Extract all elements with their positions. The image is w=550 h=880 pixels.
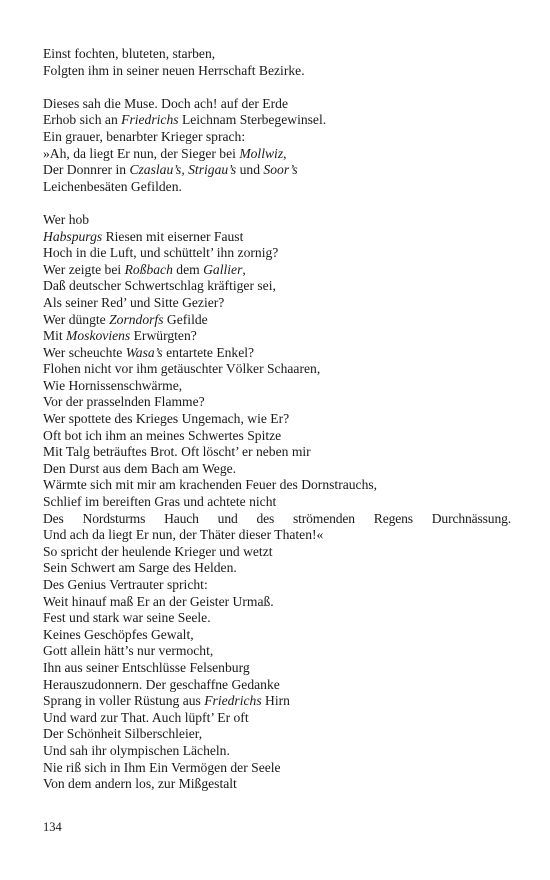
line-text: Schlief im bereiften Gras und achtete nicht: [43, 494, 277, 510]
line-text: Folgten ihm in seiner neuen Herrschaft Bezirke.: [43, 62, 305, 78]
line-text: entartete Enkel?: [162, 344, 255, 360]
line-text: Daß deutscher Schwertschlag kräftiger sei,: [43, 278, 276, 294]
line-text: Und ach da liegt Er nun, der Thäter dieser Thaten!«: [43, 527, 324, 543]
line-text: Den Durst aus dem Bach am Wege.: [43, 460, 237, 476]
line-text: Erhob sich an: [43, 112, 122, 128]
line-text: Hirn: [261, 693, 290, 709]
italic-name: Friedrichs: [204, 693, 262, 709]
line-text: Erwürgten?: [130, 328, 197, 344]
poem-line: [43, 345, 513, 362]
line-text: Mit Talg beträuftes Brot. Oft löscht’ er neben mir: [43, 444, 311, 460]
poem-line: [43, 278, 513, 295]
line-text: Und ward zur That. Auch lüpft’ Er oft: [43, 709, 249, 725]
line-text: Leichnam Sterbegewinsel.: [178, 112, 327, 128]
line-text: Der Donnrer in: [43, 162, 130, 178]
line-text: Weit hinauf maß Er an der Geister Urmaß.: [43, 593, 274, 609]
line-text: Als seiner Red’ und Sitte Gezier?: [43, 294, 225, 310]
poem-line: [43, 577, 513, 594]
poem-line: [43, 610, 513, 627]
poem-line: [43, 677, 513, 694]
poem-line: [43, 179, 513, 196]
poem-line: [43, 328, 513, 345]
poem-line: [43, 693, 513, 710]
line-text: Fest und stark war seine Seele.: [43, 610, 211, 626]
poem-line: [43, 112, 513, 129]
poem-line: [43, 245, 513, 262]
poem-text: [43, 46, 513, 793]
line-text: Wer düngte: [43, 311, 110, 327]
line-text: Gefilde: [163, 311, 208, 327]
line-text: Oft bot ich ihm an meines Schwertes Spitze: [43, 427, 282, 443]
line-text: Flohen nicht vor ihm getäuschter Völker Schaaren,: [43, 361, 321, 377]
italic-name: Wasa’s: [125, 344, 163, 360]
poem-line: [43, 229, 513, 246]
line-text: Ein grauer, benarbter Krieger sprach:: [43, 128, 246, 144]
line-text: Dieses sah die Muse. Doch ach! auf der Erde: [43, 95, 288, 111]
italic-name: Mollwiz: [239, 145, 284, 161]
poem-line: [43, 46, 513, 63]
poem-line: [43, 212, 513, 229]
poem-line: [43, 411, 513, 428]
line-text: dem: [172, 261, 204, 277]
line-text: Vor der prasselnden Flamme?: [43, 394, 205, 410]
line-text: Von dem andern los, zur Mißgestalt: [43, 776, 237, 792]
page-number: 134: [43, 820, 62, 834]
line-text: Wer hob: [43, 211, 90, 227]
line-text: Der Schönheit Silberschleier,: [43, 726, 203, 742]
line-text: Einst fochten, bluteten, starben,: [43, 46, 216, 61]
poem-line: [43, 660, 513, 677]
line-text: Herauszudonnern. Der geschaffne Gedanke: [43, 676, 280, 692]
line-text: Keines Geschöpfes Gewalt,: [43, 626, 194, 642]
poem-line: [43, 312, 513, 329]
poem-line: [43, 378, 513, 395]
poem-line: [43, 743, 513, 760]
line-text: Leichenbesäten Gefilden.: [43, 178, 182, 194]
line-text: und: [236, 162, 264, 178]
poem-line: [43, 726, 513, 743]
line-text: Ihn aus seiner Entschlüsse Felsenburg: [43, 659, 250, 675]
line-text: Hoch in die Luft, und schüttelt’ ihn zornig?: [43, 245, 279, 261]
poem-line: [43, 295, 513, 312]
line-text: Riesen mit eiserner Faust: [102, 228, 244, 244]
poem-line: [43, 461, 513, 478]
italic-name: Friedrichs: [121, 112, 179, 128]
poem-line: [43, 262, 513, 279]
poem-line: [43, 494, 513, 511]
poem-line: [43, 760, 513, 777]
poem-line: [43, 477, 513, 494]
poem-line: [43, 129, 513, 146]
poem-line: [43, 394, 513, 411]
line-text: Mit: [43, 328, 67, 344]
line-text: Wer spottete des Krieges Ungemach, wie Er?: [43, 411, 290, 427]
poem-line: [43, 96, 513, 113]
italic-name: Gallier: [203, 261, 243, 277]
italic-name: Zorndorfs: [109, 311, 164, 327]
line-text: Wer scheuchte: [43, 344, 126, 360]
line-text: Sprang in voller Rüstung aus: [43, 693, 205, 709]
line-text: So spricht der heulende Krieger und wetzt: [43, 543, 273, 559]
italic-name: Soor’s: [263, 162, 298, 178]
line-text: Und sah ihr olympischen Lächeln.: [43, 742, 230, 758]
line-text: Wer zeigte bei: [43, 261, 125, 277]
poem-line: [43, 643, 513, 660]
line-text: Sein Schwert am Sarge des Helden.: [43, 560, 237, 576]
line-text: Des Nordsturms Hauch und des strömenden Regens Durchnässung.: [43, 510, 511, 526]
line-text: Wärmte sich mit mir am krachenden Feuer des Dornstrauchs,: [43, 477, 378, 493]
italic-name: Czaslau’s, Strigau’s: [129, 162, 237, 178]
poem-line: [43, 361, 513, 378]
poem-line: [43, 444, 513, 461]
line-text: »Ah, da liegt Er nun, der Sieger bei: [43, 145, 240, 161]
poem-line: [43, 428, 513, 445]
italic-name: Roßbach: [124, 261, 173, 277]
line-text: Des Genius Vertrauter spricht:: [43, 577, 208, 592]
stanza-gap: [43, 79, 513, 96]
poem-line: [43, 560, 513, 577]
italic-name: Habspurgs: [43, 228, 103, 244]
poem-line: [43, 162, 513, 179]
poem-line: [43, 627, 513, 644]
italic-name: Moskoviens: [66, 328, 131, 344]
line-text: Gott allein hätt’s nur vermocht,: [43, 643, 214, 659]
line-text: ,: [242, 261, 246, 277]
poem-line: [43, 594, 513, 611]
poem-line: [43, 544, 513, 561]
poem-line: [43, 710, 513, 727]
poem-line: [43, 776, 513, 793]
poem-line: [43, 511, 511, 528]
stanza-gap: [43, 195, 513, 212]
line-text: Nie riß sich in Ihm Ein Vermögen der Seele: [43, 759, 281, 775]
line-text: Wie Hornissenschwärme,: [43, 377, 183, 393]
line-text: ,: [283, 145, 287, 161]
poem-line: [43, 63, 513, 80]
poem-line: [43, 146, 513, 163]
poem-line: [43, 527, 513, 544]
